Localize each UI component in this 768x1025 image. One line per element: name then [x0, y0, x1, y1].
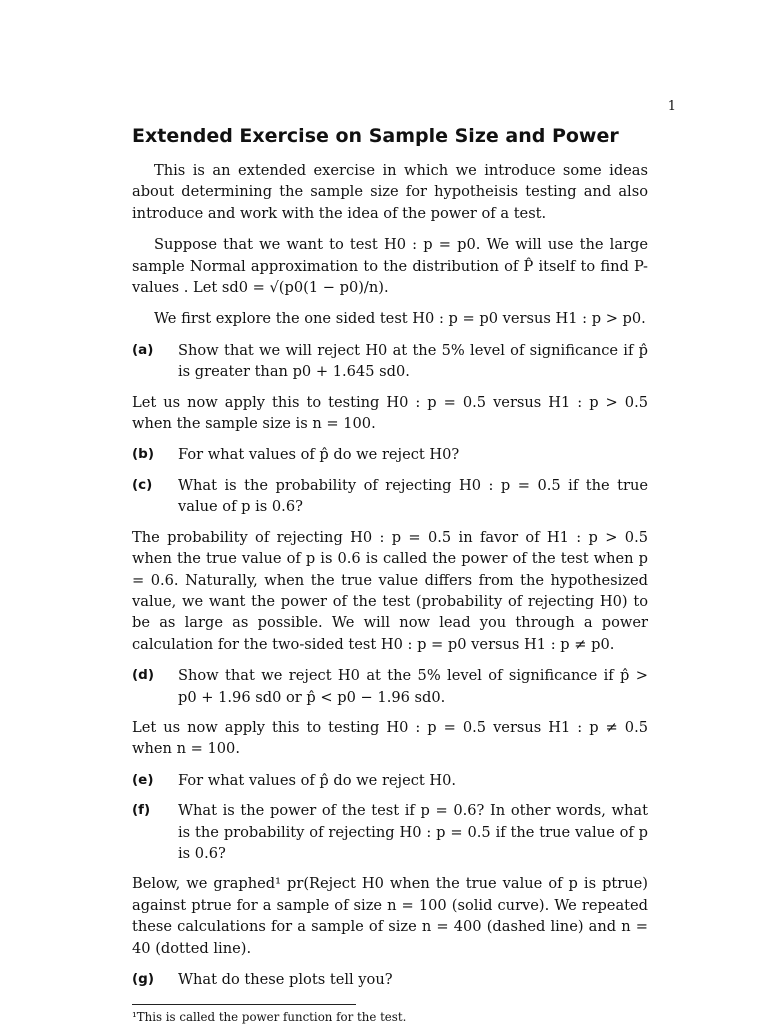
part-text: Show that we will reject H0 at the 5% level of significance if p̂ is greater than p0 + 1.645 sd0.: [178, 341, 648, 381]
part-label: (f): [132, 802, 151, 819]
document-body: [132, 124, 648, 1025]
power-paragraph: The probability of rejecting H0 : p = 0.5 in favor of H1 : p > 0.5 when the true value of p is 0.6 is called the power of the test when p = 0.6. Naturally, when the true value differs from the hypothesized value, we want the power of the test (probability of rejecting H0) to be as large as possible. We will now lead you through a power calculation for the two-sided test H0 : p = p0 versus H1 : p ≠ p0.: [132, 528, 648, 653]
apply-two-sided-paragraph: Let us now apply this to testing H0 : p = 0.5 versus H1 : p ≠ 0.5 when n = 100.: [132, 718, 648, 758]
graph-paragraph: Below, we graphed¹ pr(Reject H0 when the true value of p is ptrue) against ptrue for a sample of size n = 100 (solid curve). We repeated these calculations for a sample of size n = 400 (dashed line) and n = 40 (dotted line).: [132, 875, 648, 957]
apply-one-sided-paragraph: Let us now apply this to testing H0 : p = 0.5 versus H1 : p > 0.5 when the sample size is n = 100.: [132, 393, 648, 433]
part-label: (g): [132, 971, 155, 987]
part-text: For what values of p̂ do we reject H0?: [178, 446, 460, 464]
exercise-part-e: [132, 770, 648, 791]
part-label: (a): [132, 341, 154, 358]
part-text: For what values of p̂ do we reject H0.: [178, 771, 457, 789]
part-text: What do these plots tell you?: [178, 971, 393, 988]
exercise-part-d: [132, 665, 648, 708]
intro-paragraph: This is an extended exercise in which we introduce some ideas about determining the sample size for hypotheisis testing and also introduce and work with the idea of the power of a test.: [132, 162, 648, 222]
footnote: ¹This is called the power function for the test.: [132, 1010, 407, 1025]
footnote-rule: [132, 1004, 356, 1005]
exercise-part-b: [132, 444, 648, 465]
page-title: Extended Exercise on Sample Size and Power: [132, 125, 619, 147]
part-text: What is the power of the test if p = 0.6? In other words, what is the probability of rejecting H0 : p = 0.5 if the true value of p is 0.6?: [178, 802, 648, 862]
part-label: (e): [132, 771, 154, 788]
part-label: (c): [132, 476, 153, 493]
setup-paragraph: Suppose that we want to test H0 : p = p0. We will use the large sample Normal approximation to the distribution of P̂ itself to find P-values . Let sd0 = √(p0(1 − p0)/n).: [132, 236, 648, 297]
part-label: (b): [132, 446, 155, 463]
exercise-part-g: [132, 969, 648, 990]
exercise-part-a: [132, 340, 648, 383]
part-text: Show that we reject H0 at the 5% level of significance if p̂ > p0 + 1.96 sd0 or p̂ < p0 − 1.96 sd0.: [178, 667, 648, 706]
exercise-part-f: [132, 800, 648, 864]
one-sided-paragraph: We first explore the one sided test H0 : p = p0 versus H1 : p > p0.: [154, 310, 646, 328]
part-label: (d): [132, 667, 155, 684]
part-text: What is the probability of rejecting H0 : p = 0.5 if the true value of p is 0.6?: [178, 476, 648, 516]
page-number: 1: [667, 99, 676, 114]
exercise-part-c: [132, 475, 648, 518]
